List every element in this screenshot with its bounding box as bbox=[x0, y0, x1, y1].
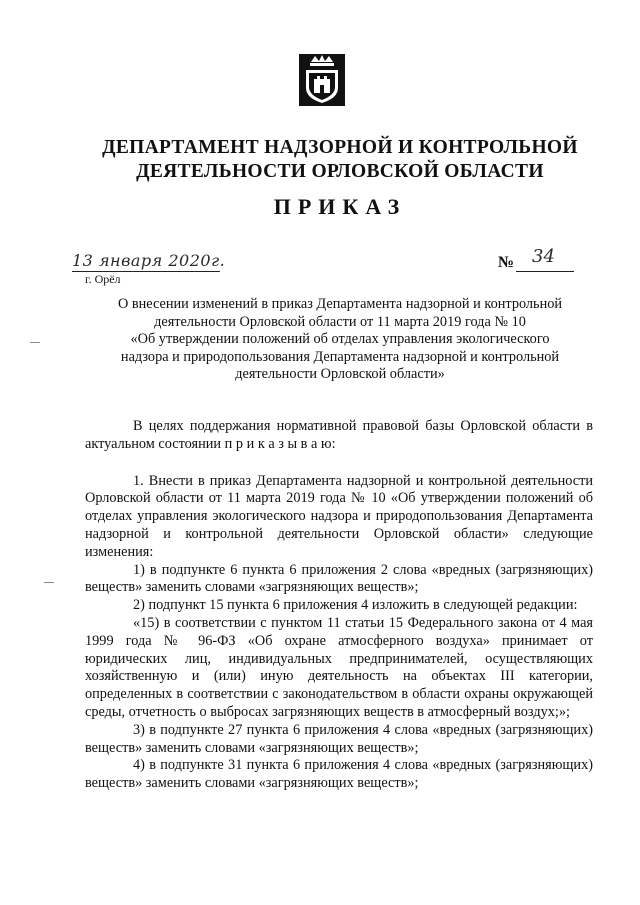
preamble-paragraph bbox=[85, 418, 593, 454]
title-line: О внесении изменений в приказ Департамента надзорной и контрольной bbox=[117, 296, 563, 312]
order-title bbox=[80, 296, 600, 384]
title-line: деятельности Орловской области от 11 марта 2019 года № 10 bbox=[154, 313, 526, 330]
subitem-3-paragraph: 3) в подпункте 27 пункта 6 приложения 4 слова «вредных (загрязняющих) веществ» заменить словами «загрязняющих веществ»; bbox=[85, 721, 593, 756]
number-underline bbox=[516, 271, 574, 272]
department-name-line-1: ДЕПАРТАМЕНТ НАДЗОРНОЙ И КОНТРОЛЬНОЙ bbox=[102, 137, 578, 158]
title-line: «Об утверждении положений об отделах управления экологического bbox=[130, 331, 550, 348]
document-type-heading: ПРИКАЗ bbox=[273, 194, 407, 219]
department-name-line-2: ДЕЯТЕЛЬНОСТИ ОРЛОВСКОЙ ОБЛАСТИ bbox=[136, 161, 544, 182]
city-label: г. Орёл bbox=[85, 272, 121, 286]
handwritten-order-number: 34 bbox=[532, 246, 555, 267]
order-body bbox=[85, 418, 593, 793]
preamble-command-word: п р и к а з ы в а ю: bbox=[224, 435, 336, 452]
title-line: деятельности Орловской области» bbox=[235, 366, 445, 383]
margin-scan-mark bbox=[44, 582, 54, 583]
subitem-1-paragraph: 1) в подпункте 6 пункта 6 приложения 2 слова «вредных (загрязняющих) веществ» заменить словами «загрязняющих веществ»; bbox=[85, 561, 593, 596]
quoted-subitem-15-paragraph: «15) в соответствии с пунктом 11 статьи 15 Федерального закона от 4 мая 1999 года № 96-ФЗ «Об охране атмосферного воздуха» принимает от юридических лиц, индивидуальных предпринимателей, осуществляющих хозяйственную и (или) иную деятельность на объектах III категории, определенных в соответствии с законодательством в области охраны окружающей среды, отчетность о выбросах загрязняющих веществ в атмосферный воздух;»; bbox=[85, 614, 593, 720]
handwritten-date: 13 января 2020г. bbox=[72, 251, 226, 270]
subitem-2-paragraph: 2) подпункт 15 пункта 6 приложения 4 изложить в следующей редакции: bbox=[133, 597, 578, 614]
item-1-paragraph: 1. Внести в приказ Департамента надзорной и контрольной деятельности Орловской области от 11 марта 2019 года № 10 «Об утверждении положений об отделах управления экологического надзора и природопользования Департамента надзорной и контрольной деятельности Орловской области» следующие изменения: bbox=[85, 472, 593, 560]
coat-of-arms-emblem bbox=[297, 52, 347, 108]
subitem-4-paragraph: 4) в подпункте 31 пункта 6 приложения 4 слова «вредных (загрязняющих) веществ» заменить словами «загрязняющих веществ»; bbox=[85, 757, 593, 792]
number-sign: № bbox=[498, 254, 515, 271]
margin-scan-mark bbox=[30, 342, 40, 343]
preamble-text: В целях поддержания нормативной правовой базы Орловской области в актуальном состоянии bbox=[85, 418, 593, 452]
title-line: надзора и природопользования Департамента надзорной и контрольной bbox=[120, 348, 560, 365]
